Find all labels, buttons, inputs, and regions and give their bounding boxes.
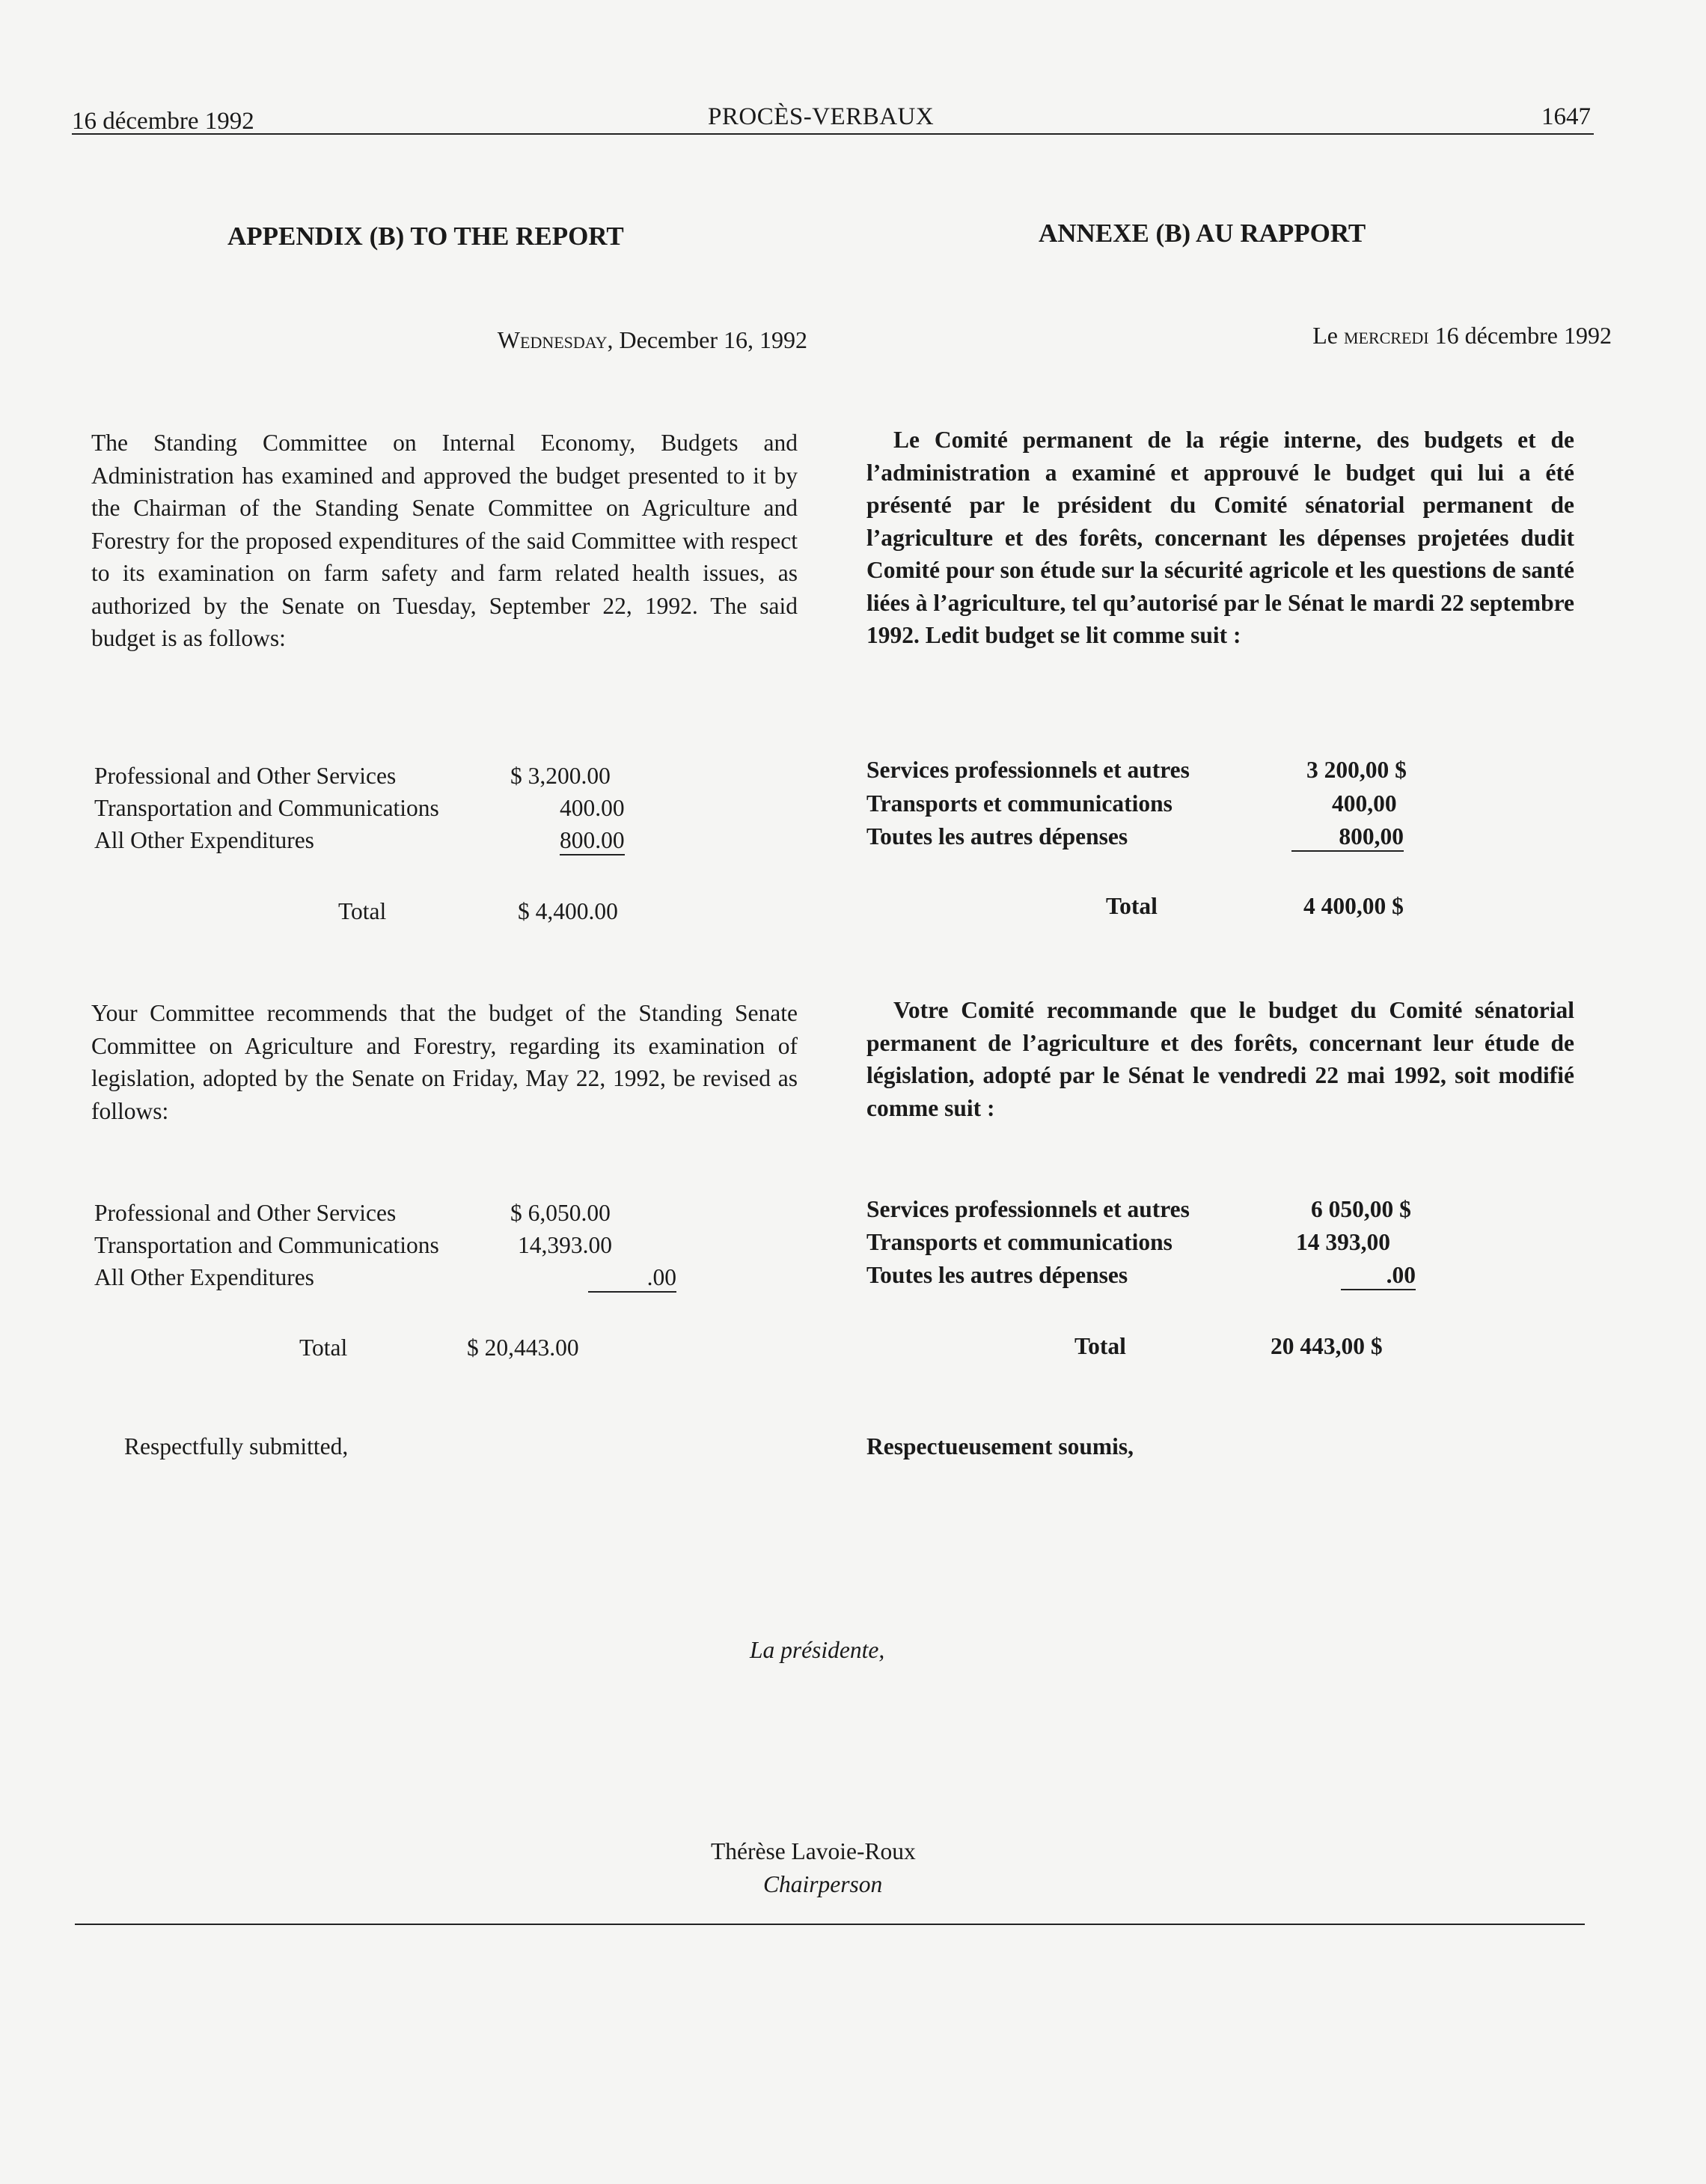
french-budget2-row [866, 1262, 1525, 1295]
french-budget1-amount-1: 400,00 [1332, 790, 1397, 817]
english-date [498, 326, 807, 354]
french-heading: ANNEXE (B) AU RAPPORT [1039, 219, 1366, 248]
french-budget1-row [866, 757, 1525, 790]
signature-title-en: Chairperson [763, 1871, 883, 1897]
french-paragraph-1: Le Comité permanent de la régie interne, des budgets et de l’administration a examiné et approuvé le budget qui lui a été présenté par le président du Comité sénatorial permanent de l’agriculture et des forêts, concernant les dépenses projetées dudit Comité pour son étude sur la sécurité agricole et les questions de santé liées à l’agriculture, tel qu’autorisé par le Sénat le mardi 22 septembre 1992. Ledit budget se lit comme suit : [866, 427, 1574, 648]
english-paragraph-2: Your Committee recommends that the budget of the Standing Senate Committee on Agriculture and Forestry, regarding its examination of legislation, adopted by the Senate on Friday, May 22, 1992, be revised as follows: [91, 1000, 798, 1124]
french-total1-row [866, 893, 1525, 926]
english-date-rest: , December 16, 1992 [607, 326, 807, 353]
signature-name: Thérèse Lavoie-Roux [711, 1838, 916, 1864]
french-total1-label: Total [1106, 893, 1158, 919]
english-budget1-amount-0: $ 3,200.00 [510, 763, 611, 789]
french-paragraph-2: Votre Comité recommande que le budget du Comité sénatorial permanent de l’agriculture et des forêts, concernant leur étude de législation, adopté par le Sénat le vendredi 22 mai 1992, soit modifié comme suit : [866, 997, 1574, 1121]
english-budget2-label-0: Professional and Other Services [94, 1200, 397, 1226]
french-date-prefix: Le [1312, 322, 1344, 349]
running-header [72, 103, 1591, 141]
footer-rule [75, 1924, 1585, 1925]
english-total1-row [91, 898, 690, 931]
french-budget2-label-1: Transports et communications [866, 1229, 1173, 1255]
english-closing: Respectfully submitted, [124, 1433, 349, 1459]
french-budget1-row [866, 823, 1525, 856]
english-budget1-label-2: All Other Expenditures [94, 827, 314, 853]
french-date [1312, 322, 1612, 350]
english-budget2-amount-1: 14,393.00 [518, 1232, 612, 1258]
english-budget1-label-1: Transportation and Communications [94, 795, 439, 821]
english-budget2-amount-2: .00 [588, 1264, 676, 1293]
french-budget2-label-0: Services professionnels et autres [866, 1196, 1190, 1222]
french-total2-amount: 20 443,00 $ [1271, 1333, 1383, 1359]
french-budget2-amount-2: .00 [1341, 1262, 1416, 1290]
page-number: 1647 [1541, 103, 1591, 130]
french-budget1-row [866, 790, 1525, 823]
french-budget1-amount-2: 800,00 [1291, 823, 1404, 852]
french-budget2-amount-0: 6 050,00 $ [1311, 1196, 1411, 1222]
english-budget1-row [94, 763, 693, 796]
english-budget1-row [94, 795, 693, 828]
english-budget1-row [94, 827, 693, 860]
french-budget1-label-1: Transports et communications [866, 790, 1173, 817]
english-total1-amount: $ 4,400.00 [518, 898, 618, 924]
english-budget2-amount-0: $ 6,050.00 [510, 1200, 611, 1226]
english-total2-label: Total [299, 1335, 348, 1361]
french-budget1-label-0: Services professionnels et autres [866, 757, 1190, 783]
french-budget2-label-2: Toutes les autres dépenses [866, 1262, 1128, 1288]
english-total2-row [91, 1335, 690, 1367]
french-budget2-row [866, 1196, 1525, 1229]
french-total1-amount: 4 400,00 $ [1303, 893, 1404, 919]
english-total1-label: Total [338, 898, 387, 924]
english-budget1-amount-1: 400.00 [560, 795, 625, 821]
english-heading: APPENDIX (B) TO THE REPORT [227, 222, 624, 251]
english-budget2-row [94, 1264, 693, 1297]
french-total2-row [866, 1333, 1525, 1366]
french-budget2-row [866, 1229, 1525, 1262]
english-budget1-label-0: Professional and Other Services [94, 763, 397, 789]
english-budget1-amount-2: 800.00 [560, 827, 625, 855]
header-rule [72, 133, 1594, 135]
english-budget2-row [94, 1200, 693, 1233]
french-budget2-amount-1: 14 393,00 [1296, 1229, 1390, 1255]
english-budget2-label-1: Transportation and Communications [94, 1232, 439, 1258]
signature-title-fr: La présidente, [750, 1637, 885, 1663]
header-date: 16 décembre 1992 [72, 108, 254, 135]
french-total2-label: Total [1074, 1333, 1126, 1359]
french-budget1-label-2: Toutes les autres dépenses [866, 823, 1128, 849]
french-date-rest: 16 décembre 1992 [1428, 322, 1612, 349]
english-budget2-row [94, 1232, 693, 1265]
english-total2-amount: $ 20,443.00 [467, 1335, 579, 1361]
english-date-day: Wednesday [497, 326, 608, 353]
french-closing: Respectueusement soumis, [866, 1433, 1134, 1459]
english-budget2-label-2: All Other Expenditures [94, 1264, 314, 1290]
french-budget1-amount-0: 3 200,00 $ [1306, 757, 1407, 783]
french-date-day: mercredi [1343, 322, 1429, 349]
header-title: PROCÈS-VERBAUX [708, 103, 935, 130]
english-paragraph-1: The Standing Committee on Internal Economy, Budgets and Administration has examined and approved the budget presented to it by the Chairman of the Standing Senate Committee on Agriculture and Forestry for the proposed expenditures of the said Committee with respect to its examination on farm safety and farm related health issues, as authorized by the Senate on Tuesday, September 22, 1992. The said budget is as follows: [91, 430, 798, 651]
